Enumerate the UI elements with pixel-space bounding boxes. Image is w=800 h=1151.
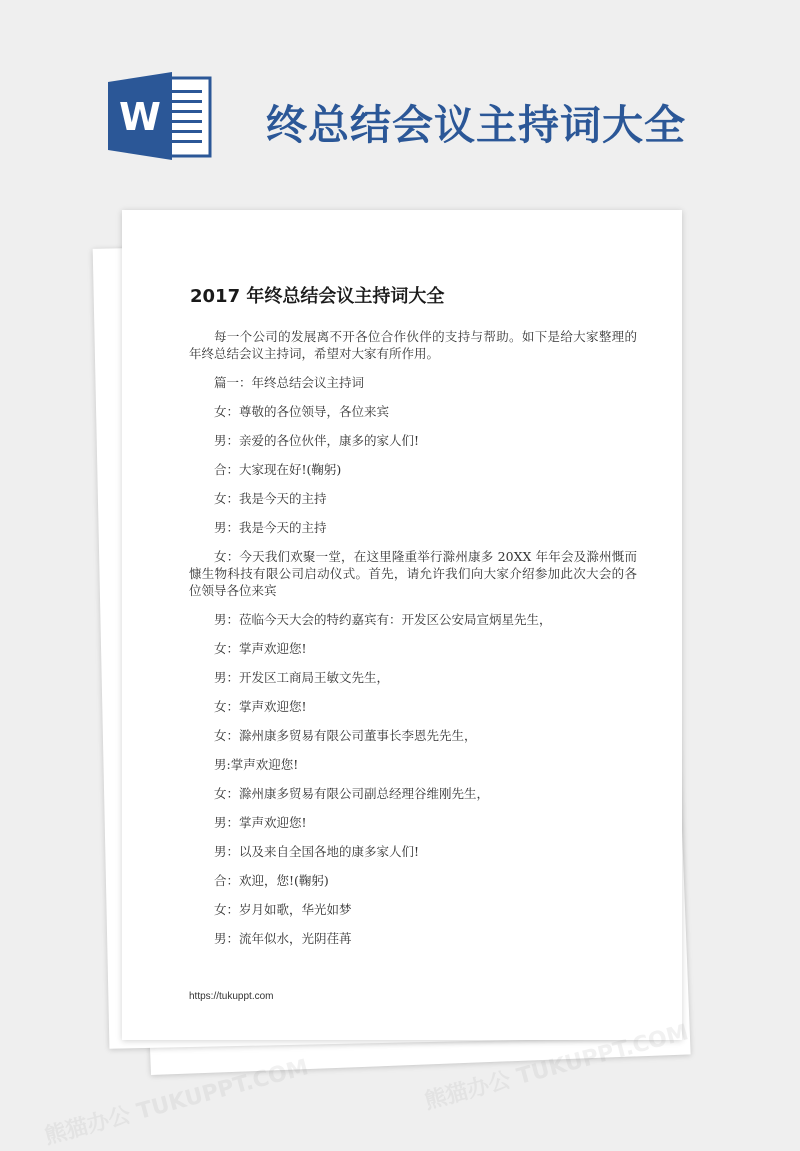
paragraph: 男:掌声欢迎您! bbox=[214, 757, 299, 772]
footer-url: https://tukuppt.com bbox=[189, 991, 274, 1002]
paragraph: 男：我是今天的主持 bbox=[214, 520, 327, 535]
paragraph: 男：开发区工商局王敏文先生， bbox=[214, 670, 390, 685]
paragraph: 篇一：年终总结会议主持词 bbox=[214, 375, 365, 390]
document-title: 2017 年终总结会议主持词大全 bbox=[190, 286, 445, 307]
banner-title: 终总结会议主持词大全 bbox=[266, 101, 686, 149]
watermark: 熊猫办公 TUKUPPT.COM bbox=[421, 1020, 692, 1115]
paragraph: 女：掌声欢迎您! bbox=[214, 699, 307, 714]
svg-text:W: W bbox=[119, 95, 161, 139]
document-page bbox=[122, 210, 682, 1040]
paragraph: 合：欢迎，您!(鞠躬) bbox=[214, 873, 329, 888]
paragraph: 女：滁州康多贸易有限公司董事长李恩先先生， bbox=[214, 728, 477, 743]
paragraph: 女：尊敬的各位领导，各位来宾 bbox=[214, 404, 390, 419]
paragraph: 男：掌声欢迎您! bbox=[214, 815, 307, 830]
paragraph: 女：掌声欢迎您! bbox=[214, 641, 307, 656]
paragraph: 女：我是今天的主持 bbox=[214, 491, 327, 506]
paragraph: 女：滁州康多贸易有限公司副总经理谷维刚先生， bbox=[214, 786, 490, 801]
document-body bbox=[189, 328, 637, 959]
watermark: 熊猫办公 TUKUPPT.COM bbox=[41, 1055, 312, 1150]
paragraph: 女：岁月如歌，华光如梦 bbox=[214, 902, 352, 917]
paragraph: 男：亲爱的各位伙伴，康多的家人们! bbox=[214, 433, 420, 448]
paragraph: 男：以及来自全国各地的康多家人们! bbox=[214, 844, 420, 859]
paragraph: 男：流年似水，光阴荏苒 bbox=[214, 931, 352, 946]
paragraph: 合：大家现在好!(鞠躬) bbox=[214, 462, 342, 477]
paragraph: 男：莅临今天大会的特约嘉宾有：开发区公安局宣炳星先生， bbox=[214, 612, 552, 627]
paragraph: 每一个公司的发展离不开各位合作伙伴的支持与帮助。如下是给大家整理的年终总结会议主持词，希望对大家有所作用。 bbox=[189, 329, 637, 361]
word-document-icon bbox=[108, 72, 214, 160]
paragraph: 女：今天我们欢聚一堂，在这里隆重举行滁州康多 20XX 年年会及滁州慨而慷生物科技有限公司启动仪式。首先，请允许我们向大家介绍参加此次大会的各位领导各位来宾 bbox=[189, 549, 637, 598]
